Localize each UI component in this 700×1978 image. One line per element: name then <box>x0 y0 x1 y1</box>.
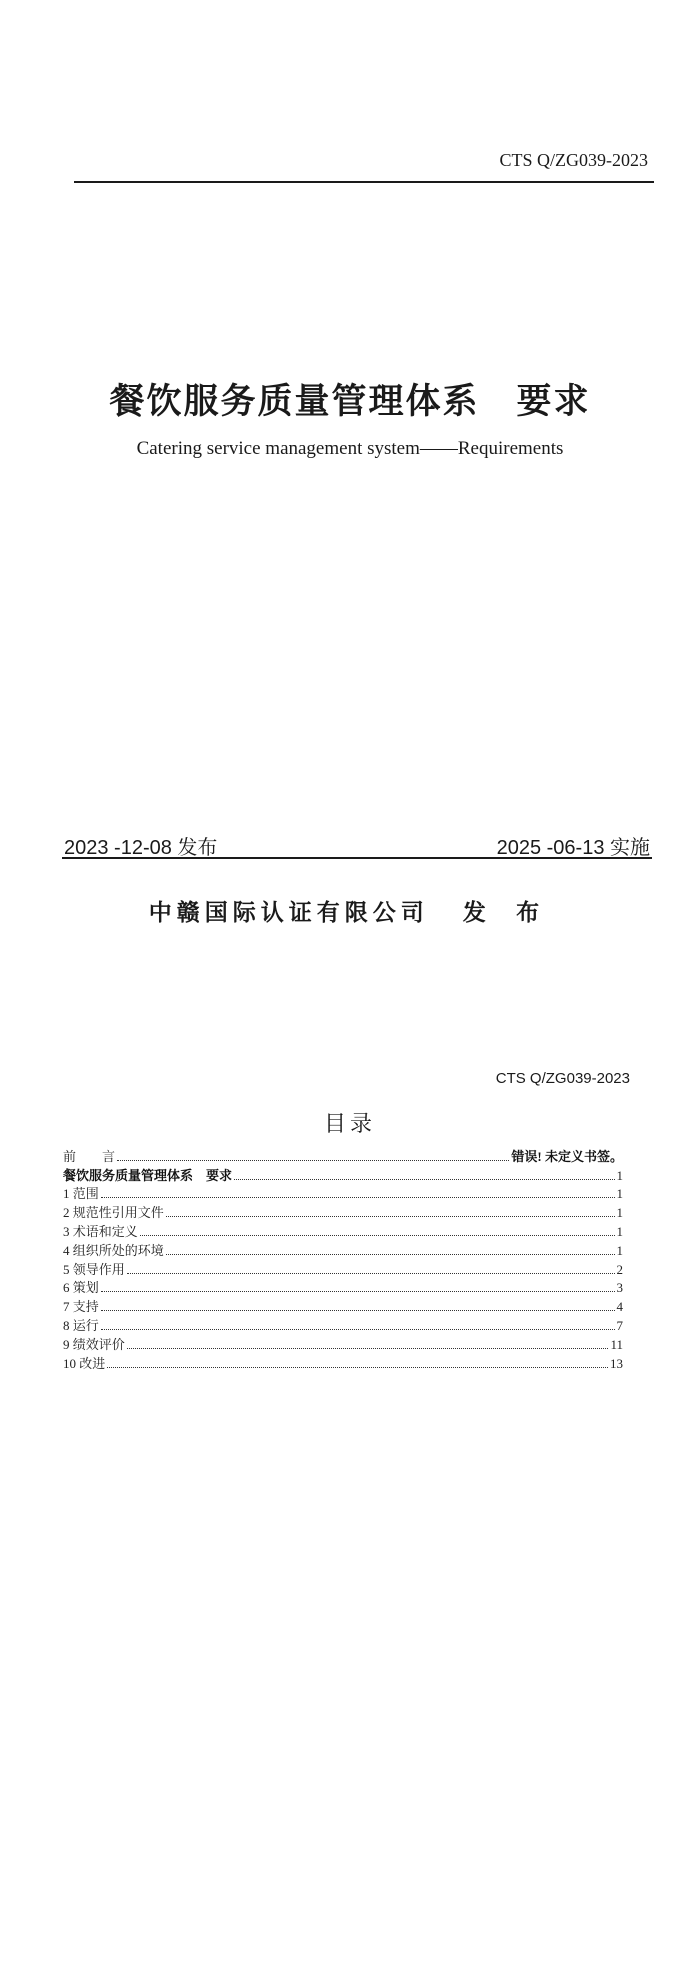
toc-entry <box>63 1259 623 1278</box>
toc-leader-dots <box>107 1367 608 1368</box>
publish-date: 2023 -12-08 发布 <box>64 837 218 859</box>
toc-entry-page: 2 <box>616 1261 623 1277</box>
toc-entry <box>63 1278 623 1297</box>
toc-entry-page: 1 <box>616 1242 623 1258</box>
publisher-row <box>0 894 700 927</box>
publisher-name: 中赣国际认证有限公司 <box>148 899 429 925</box>
document-title-english: Catering service management system——Requirements <box>136 438 564 459</box>
toc-title: 目录 <box>323 1111 376 1136</box>
header-rule <box>74 181 654 183</box>
toc-entry <box>63 1334 623 1353</box>
toc-entry-label: 2 规范性引用文件 <box>63 1205 164 1221</box>
toc-leader-dots <box>166 1254 615 1255</box>
toc-entry-label: 前 言 <box>63 1148 116 1164</box>
toc-leader-dots <box>127 1348 609 1349</box>
toc-entry-label: 9 绩效评价 <box>63 1336 125 1352</box>
toc-entry-label: 8 运行 <box>63 1317 99 1333</box>
toc-list <box>63 1146 623 1372</box>
toc-entry <box>63 1353 623 1372</box>
toc-entry <box>63 1221 623 1240</box>
toc-leader-dots <box>166 1216 615 1217</box>
standard-code-header-page2: CTS Q/ZG039-2023 <box>495 1070 630 1087</box>
release-label: 发 布 <box>462 899 552 925</box>
toc-entry <box>63 1184 623 1203</box>
toc-leader-dots <box>117 1160 509 1161</box>
toc-entry-label: 4 组织所处的环境 <box>63 1242 164 1258</box>
document-title: 餐饮服务质量管理体系 要求 <box>109 382 591 421</box>
toc-entry-page: 1 <box>616 1223 623 1239</box>
toc-entry-page: 11 <box>610 1336 623 1352</box>
toc-entry <box>63 1146 623 1165</box>
toc-entry <box>63 1240 623 1259</box>
toc-entry-page: 4 <box>616 1299 623 1315</box>
toc-entry-page: 错误! 未定义书签。 <box>511 1148 623 1164</box>
dates-row <box>64 831 650 860</box>
toc-entry-page: 7 <box>616 1317 623 1333</box>
toc-entry-label: 1 范围 <box>63 1186 99 1202</box>
toc-entry-page: 1 <box>616 1205 623 1221</box>
implement-date: 2025 -06-13 实施 <box>496 837 650 859</box>
dates-rule <box>62 857 652 859</box>
toc-leader-dots <box>140 1235 615 1236</box>
toc-entry-label: 3 术语和定义 <box>63 1223 138 1239</box>
toc-leader-dots <box>101 1329 615 1330</box>
toc-entry-label: 餐饮服务质量管理体系 要求 <box>63 1167 233 1183</box>
toc-entry <box>63 1296 623 1315</box>
toc-entry <box>63 1315 623 1334</box>
toc-entry-label: 7 支持 <box>63 1299 99 1315</box>
toc-entry-label: 5 领导作用 <box>63 1261 125 1277</box>
toc-leader-dots <box>101 1291 615 1292</box>
toc-leader-dots <box>127 1273 615 1274</box>
toc-entry-page: 13 <box>610 1355 623 1371</box>
toc-leader-dots <box>234 1179 614 1180</box>
toc-entry-page: 1 <box>616 1167 623 1183</box>
toc-entry-label: 10 改进 <box>63 1355 106 1371</box>
toc-entry <box>63 1165 623 1184</box>
standard-code-header: CTS Q/ZG039-2023 <box>499 150 648 170</box>
toc-leader-dots <box>101 1197 615 1198</box>
toc-leader-dots <box>101 1310 615 1311</box>
toc-entry-label: 6 策划 <box>63 1280 99 1296</box>
toc-entry-page: 1 <box>616 1186 623 1202</box>
toc-entry-page: 3 <box>616 1280 623 1296</box>
toc-entry <box>63 1202 623 1221</box>
